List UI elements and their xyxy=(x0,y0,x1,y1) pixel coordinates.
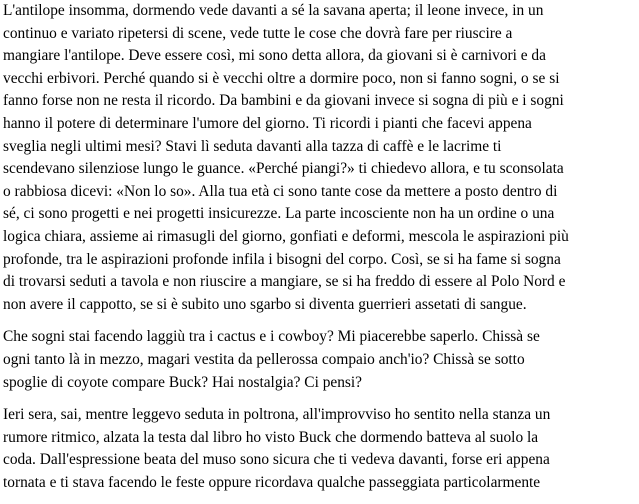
text-line: mangiare l'antilope. Deve essere così, mi sono detta allora, da giovani si è carnivori e da xyxy=(3,47,546,65)
text-line: o rabbiosa dicevi: «Non lo so». Alla tua età ci sono tante cose da mettere a posto dentro di xyxy=(3,182,558,200)
text-line: scendevano silenziose lungo le guance. «Perché piangi?» ti chiedevo allora, e tu sconsolata xyxy=(3,160,564,178)
text-line: logica chiara, assieme ai rimasugli del giorno, gonfiati e deformi, mescola le aspirazioni più xyxy=(3,227,569,245)
text-line: tornata e ti stava facendo le feste oppure ricordava qualche passeggiata particolarmente xyxy=(3,473,541,491)
text-column xyxy=(3,0,637,504)
text-line: spoglie di coyote compare Buck? Hai nostalgia? Ci pensi? xyxy=(3,373,363,391)
text-line: vecchi erbivori. Perché quando si è vecchi oltre a dormire poco, non si fanno sogni, o se si xyxy=(3,69,560,87)
text-line: profonde, tra le aspirazioni profonde infila i bisogni del corpo. Così, se si ha fame si sogna xyxy=(3,250,561,268)
text-line: hanno il potere di determinare l'umore del giorno. Ti ricordi i pianti che facevi appena xyxy=(3,114,532,132)
text-line: Ieri sera, sai, mentre leggevo seduta in poltrona, all'improvviso ho sentito nella stanza un xyxy=(3,406,551,424)
paragraph-3 xyxy=(3,404,637,494)
text-line: Che sogni stai facendo laggiù tra i cactus e i cowboy? Mi piacerebbe saperlo. Chissà se xyxy=(3,328,540,346)
text-line: fanno forse non ne resta il ricordo. Da bambini e da giovani invece si sogna di più e i sogni xyxy=(3,92,564,110)
text-line: di trovarsi seduti a tavola e non riuscire a mangiare, se si ha freddo di essere al Polo Nord e xyxy=(3,273,566,291)
paragraph-1 xyxy=(3,0,637,316)
text-line: continuo e variato ripetersi di scene, vede tutte le cose che dovrà fare per riuscire a xyxy=(3,24,513,42)
text-line: rumore ritmico, alzata la testa dal libro ho visto Buck che dormendo batteva al suolo la xyxy=(3,428,539,446)
paragraph-2 xyxy=(3,326,637,394)
text-line: L'antilope insomma, dormendo vede davanti a sé la savana aperta; il leone invece, in un xyxy=(3,2,544,19)
text-line: non avere il cappotto, se si è subito uno sgarbo si diventa guerrieri assetati di sangue. xyxy=(3,295,527,313)
text-line: sveglia negli ultimi mesi? Stavi lì seduta davanti alla tazza di caffè e le lacrime ti xyxy=(3,137,502,155)
text-line: coda. Dall'espressione beata del muso sono sicura che ti vedeva davanti, forse eri appena xyxy=(3,451,550,469)
text-line: ogni tanto là in mezzo, magari vestita da pellerossa compaio anch'io? Chissà se sotto xyxy=(3,350,525,368)
text-line: sé, ci sono progetti e nei progetti insicurezze. La parte incosciente non ha un ordine o una xyxy=(3,205,555,223)
